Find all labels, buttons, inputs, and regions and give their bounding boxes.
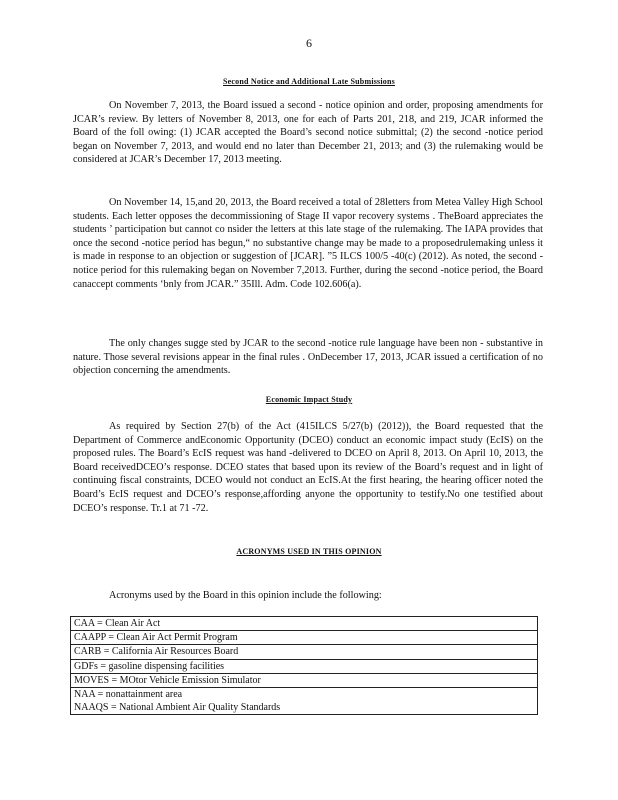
paragraph-economic-impact xyxy=(73,420,543,515)
acronym-row: NAA = nonattainment area xyxy=(71,688,538,702)
acronym-row: GDFs = gasoline dispensing facilities xyxy=(71,659,538,673)
paragraph-text: On November 14, 15,and 20, 2013, the Board received a total of 28letters from Metea Valley High School students. Each letter opposes the decommissioning of Stage II vapor recovery systems . TheBoard appreciates the students ’ participation but cannot co nsider the letters at this late stage of the rulemaking. The IAPA provides that once the second -notice period has begun,“ no substantive change may be made to a proposedrulemaking unless it is made in response to an objection or suggestion of [JCAR]. ”5 ILCS 100/5 -40(c) (2012). As noted, the second - notice period for this rulemaking began on November 7,2013. Further, during the second -notice period, the Board canaccept comments ‘bnly from JCAR.” 35Ill. Adm. Code 102.606(a). xyxy=(73,197,543,290)
acronym-row: CAA = Clean Air Act xyxy=(71,617,538,631)
paragraph-jcar-changes xyxy=(73,337,543,378)
acronyms-table xyxy=(70,616,538,715)
paragraph-second-notice xyxy=(73,99,543,167)
section-heading-second-notice: Second Notice and Additional Late Submissions xyxy=(223,77,395,86)
acronym-row: MOVES = MOtor Vehicle Emission Simulator xyxy=(71,673,538,687)
paragraph-text: As required by Section 27(b) of the Act (415ILCS 5/27(b) (2012)), the Board requested that the Department of Commerce andEconomic Opportunity (DCEO) conduct an economic impact study (EcIS) on the proposed rules. The Board’s EcIS request was hand -delivered to DCEO on April 8, 2013. On April 10, 2013, the Board receivedDCEO’s response. DCEO states that based upon its review of the Board’s request and in light of continuing fiscal constraints, DCEO would not conduct an EcIS.At the first hearing, the hearing officer noted the Board’s EcIS request and DCEO’s response,affording anyone the opportunity to testify.No one testified about DCEO’s response. Tr.1 at 71 -72. xyxy=(73,421,543,514)
acronym-row: CARB = California Air Resources Board xyxy=(71,645,538,659)
section-heading-economic-impact: Economic Impact Study xyxy=(265,395,353,404)
paragraph-late-letters xyxy=(73,196,543,291)
page-number: 6 xyxy=(306,36,312,50)
acronym-row: CAAPP = Clean Air Act Permit Program xyxy=(71,631,538,645)
acronym-row: NAAQS = National Ambient Air Quality Standards xyxy=(71,701,538,715)
paragraph-text: On November 7, 2013, the Board issued a second - notice opinion and order, proposing amendments for JCAR’s review. By letters of November 8, 2013, one for each of Parts 201, 218, and 219, JCAR informed the Board of the foll owing: (1) JCAR accepted the Board’s second notice submittal; (2) the second -notice period began on November 7, 2013, and would end no later than December 21, 2013; and (3) the rulemaking would be considered at JCAR’s December 17, 2013 meeting. xyxy=(73,100,543,166)
paragraph-text: Acronyms used by the Board in this opinion include the following: xyxy=(109,590,382,601)
paragraph-text: The only changes sugge sted by JCAR to the second -notice rule language have been non - substantive in nature. Those several revisions appear in the final rules . OnDecember 17, 2013, JCAR issued a certification of no objection concerning the amendments. xyxy=(73,338,543,377)
section-heading-acronyms: ACRONYMS USED IN THIS OPINION xyxy=(236,547,382,556)
acronyms-intro xyxy=(73,589,543,603)
